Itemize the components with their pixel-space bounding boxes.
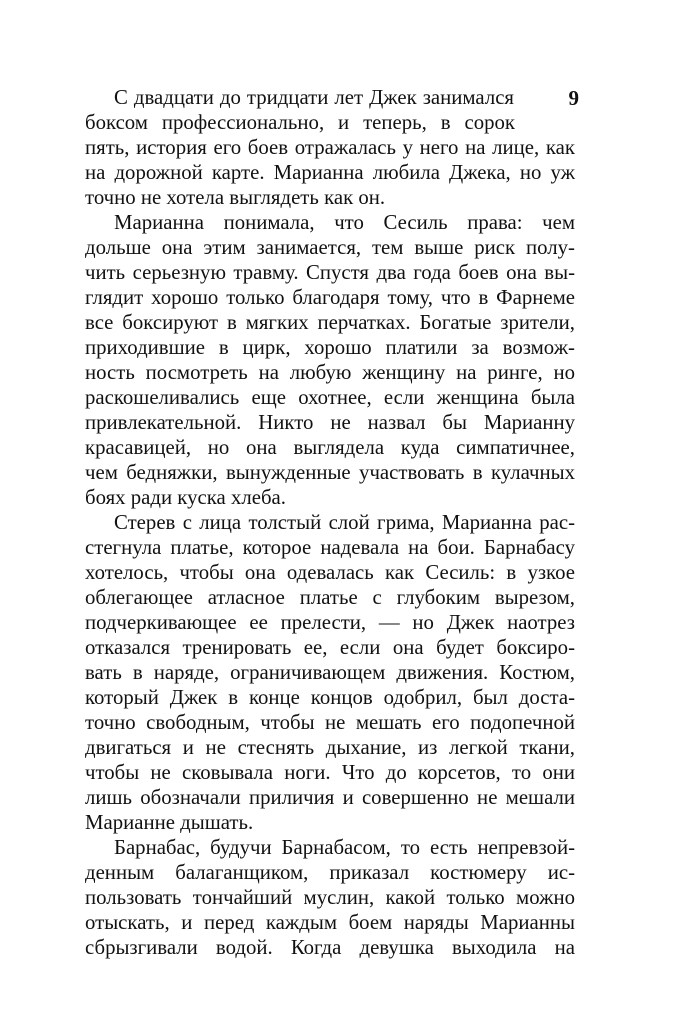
text-line: приходившие в цирк, хорошо платили за возмож- [85,336,575,359]
text-line: лишь обозначали приличия и совершенно не мешали [85,786,575,809]
text-line: отказался тренировать ее, если она будет боксиро- [85,636,575,659]
text-line: раскошеливались еще охотнее, если женщина была [85,386,575,409]
text-line: который Джек в конце концов одобрил, был доста- [85,686,575,709]
text-line: боксом профессионально, и теперь, в сорок [85,111,515,134]
text-line: Марианне дышать. [85,811,254,834]
text-line: глядит хорошо только благодаря тому, что в Фарнеме [85,286,575,309]
text-line: сбрызгивали водой. Когда девушка выходила на [85,936,575,959]
text-line: боях ради куска хлеба. [85,486,286,509]
text-line: подчеркивающее ее прелести, — но Джек наотрез [85,611,575,634]
text-line: отыскать, и перед каждым боем наряды Марианны [85,911,575,934]
text-line: двигаться и не стеснять дыхание, из легкой ткани, [85,736,575,759]
text-line: точно не хотела выглядеть как он. [85,186,386,209]
text-line: С двадцати до тридцати лет Джек занимался [114,86,514,109]
text-line: привлекательной. Никто не назвал бы Марианну [85,411,575,434]
text-line: чтобы не сковывала ноги. Что до корсетов, то они [85,761,575,784]
text-line: вать в наряде, ограничивающем движения. Костюм, [85,661,575,684]
text-line: все боксируют в мягких перчатках. Богатые зрители, [85,311,575,334]
text-line: пять, история его боев отражалась у него на лице, как [85,136,575,159]
text-line: Марианна понимала, что Сесиль права: чем [114,211,575,234]
text-line: чить серьезную травму. Спустя два года боев она вы- [85,261,575,284]
text-line: стегнула платье, которое надевала на бои. Барнабасу [85,536,575,559]
text-line: пользовать тончайший муслин, какой только можно [85,886,575,909]
text-line: дольше она этим занимается, тем выше риск полу- [85,236,575,259]
text-line: Барнабас, будучи Барнабасом, то есть непревзой- [114,836,575,859]
text-line: чем бедняжки, вынужденные участвовать в кулачных [85,461,575,484]
text-line: на дорожной карте. Марианна любила Джека, но уж [85,161,575,184]
text-line: точно свободным, чтобы не мешать его подопечной [85,711,575,734]
text-line: красавицей, но она выглядела куда симпатичнее, [85,436,575,459]
text-line: денным балаганщиком, приказал костюмеру ис- [85,861,575,884]
text-line: Стерев с лица толстый слой грима, Марианна рас- [114,511,575,534]
text-line: облегающее атласное платье с глубоким вырезом, [85,586,575,609]
page-number: 9 [568,86,579,110]
text-line: хотелось, чтобы она одевалась как Сесиль: в узкое [85,561,575,584]
text-line: ность посмотреть на любую женщину на ринге, но [85,361,575,384]
